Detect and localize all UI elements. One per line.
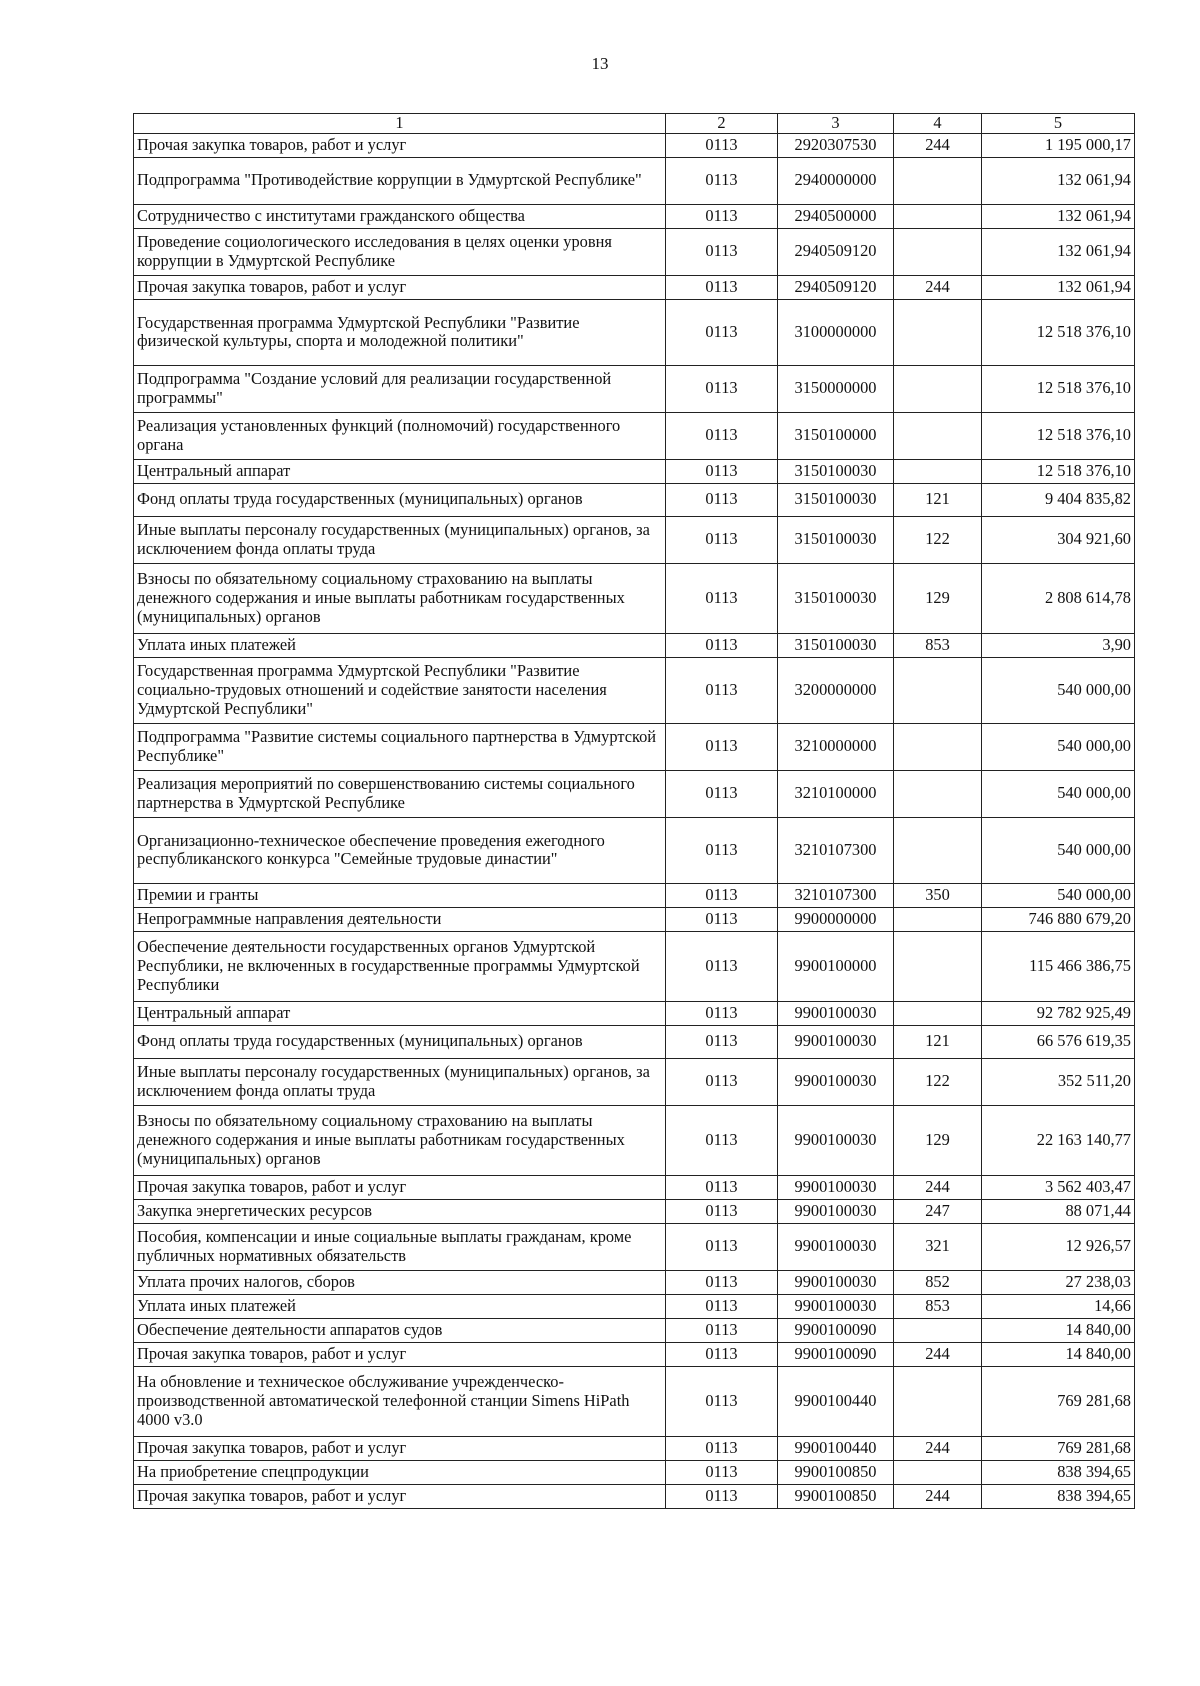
table-row <box>134 228 1135 275</box>
row-name: Иные выплаты персоналу государственных (муниципальных) органов, за исключением фонда оплаты труда <box>134 1058 666 1105</box>
header-row <box>134 114 1135 134</box>
row-section-code: 0113 <box>666 228 778 275</box>
row-target-code: 3200000000 <box>778 657 894 723</box>
row-name: Уплата иных платежей <box>134 633 666 657</box>
row-amount: 769 281,68 <box>982 1366 1135 1436</box>
row-name: На приобретение спецпродукции <box>134 1460 666 1484</box>
row-amount: 92 782 925,49 <box>982 1001 1135 1025</box>
row-section-code: 0113 <box>666 516 778 563</box>
row-target-code: 9900100030 <box>778 1175 894 1199</box>
row-section-code: 0113 <box>666 1058 778 1105</box>
row-expense-type: 129 <box>894 563 982 633</box>
row-name: Уплата иных платежей <box>134 1294 666 1318</box>
row-amount: 14 840,00 <box>982 1342 1135 1366</box>
row-target-code: 3210107300 <box>778 883 894 907</box>
row-name: Закупка энергетических ресурсов <box>134 1199 666 1223</box>
row-expense-type <box>894 157 982 204</box>
row-section-code: 0113 <box>666 1294 778 1318</box>
row-name: Непрограммные направления деятельности <box>134 907 666 931</box>
row-amount: 769 281,68 <box>982 1436 1135 1460</box>
row-name: Центральный аппарат <box>134 459 666 483</box>
row-expense-type: 244 <box>894 1484 982 1508</box>
row-expense-type: 129 <box>894 1105 982 1175</box>
table-row <box>134 563 1135 633</box>
row-section-code: 0113 <box>666 299 778 365</box>
table-row <box>134 1318 1135 1342</box>
row-amount: 22 163 140,77 <box>982 1105 1135 1175</box>
row-expense-type <box>894 723 982 770</box>
row-name: Реализация установленных функций (полномочий) государственного органа <box>134 412 666 459</box>
row-section-code: 0113 <box>666 1105 778 1175</box>
row-name: Фонд оплаты труда государственных (муниципальных) органов <box>134 1025 666 1058</box>
row-target-code: 3100000000 <box>778 299 894 365</box>
row-target-code: 9900100030 <box>778 1025 894 1058</box>
row-section-code: 0113 <box>666 563 778 633</box>
row-name: Подпрограмма "Развитие системы социального партнерства в Удмуртской Республике" <box>134 723 666 770</box>
row-expense-type: 122 <box>894 1058 982 1105</box>
row-section-code: 0113 <box>666 1436 778 1460</box>
row-amount: 540 000,00 <box>982 817 1135 883</box>
row-target-code: 9900100030 <box>778 1294 894 1318</box>
row-amount: 14,66 <box>982 1294 1135 1318</box>
table-row <box>134 1001 1135 1025</box>
table-row <box>134 1025 1135 1058</box>
table-row <box>134 157 1135 204</box>
row-target-code: 9900100030 <box>778 1105 894 1175</box>
row-target-code: 3150100030 <box>778 633 894 657</box>
table-row <box>134 275 1135 299</box>
row-name: Обеспечение деятельности государственных органов Удмуртской Республики, не включенных в государственные программы Удмуртской Республики <box>134 931 666 1001</box>
table-row <box>134 516 1135 563</box>
row-amount: 27 238,03 <box>982 1270 1135 1294</box>
table-row <box>134 412 1135 459</box>
row-name: Сотрудничество с институтами гражданского общества <box>134 204 666 228</box>
table-row <box>134 1270 1135 1294</box>
row-name: Взносы по обязательному социальному страхованию на выплаты денежного содержания и иные выплаты работникам государственных (муниципальных) органов <box>134 563 666 633</box>
row-name: Государственная программа Удмуртской Республики "Развитие физической культуры, спорта и молодежной политики" <box>134 299 666 365</box>
row-target-code: 9900100090 <box>778 1318 894 1342</box>
table-row <box>134 1294 1135 1318</box>
row-target-code: 9900100030 <box>778 1223 894 1270</box>
row-section-code: 0113 <box>666 133 778 157</box>
row-target-code: 2940509120 <box>778 275 894 299</box>
row-target-code: 3210100000 <box>778 770 894 817</box>
table-row <box>134 204 1135 228</box>
row-name: Прочая закупка товаров, работ и услуг <box>134 1342 666 1366</box>
row-expense-type: 852 <box>894 1270 982 1294</box>
row-section-code: 0113 <box>666 907 778 931</box>
row-expense-type: 321 <box>894 1223 982 1270</box>
column-header-1: 1 <box>134 114 666 134</box>
row-target-code: 9900000000 <box>778 907 894 931</box>
row-amount: 304 921,60 <box>982 516 1135 563</box>
table-row <box>134 1342 1135 1366</box>
row-amount: 132 061,94 <box>982 204 1135 228</box>
row-expense-type: 350 <box>894 883 982 907</box>
row-amount: 3 562 403,47 <box>982 1175 1135 1199</box>
row-section-code: 0113 <box>666 204 778 228</box>
row-expense-type <box>894 204 982 228</box>
row-target-code: 2920307530 <box>778 133 894 157</box>
row-target-code: 9900100030 <box>778 1270 894 1294</box>
row-expense-type: 121 <box>894 1025 982 1058</box>
row-amount: 12 518 376,10 <box>982 412 1135 459</box>
row-expense-type <box>894 1318 982 1342</box>
row-name: Подпрограмма "Создание условий для реализации государственной программы" <box>134 365 666 412</box>
row-amount: 9 404 835,82 <box>982 483 1135 516</box>
column-header-2: 2 <box>666 114 778 134</box>
row-expense-type <box>894 459 982 483</box>
row-target-code: 9900100090 <box>778 1342 894 1366</box>
row-target-code: 3150100030 <box>778 483 894 516</box>
row-amount: 115 466 386,75 <box>982 931 1135 1001</box>
row-amount: 3,90 <box>982 633 1135 657</box>
row-section-code: 0113 <box>666 657 778 723</box>
row-section-code: 0113 <box>666 1342 778 1366</box>
row-name: Центральный аппарат <box>134 1001 666 1025</box>
row-section-code: 0113 <box>666 817 778 883</box>
row-target-code: 9900100440 <box>778 1366 894 1436</box>
table-row <box>134 1175 1135 1199</box>
row-section-code: 0113 <box>666 1025 778 1058</box>
row-expense-type <box>894 228 982 275</box>
table-row <box>134 1223 1135 1270</box>
table-row <box>134 657 1135 723</box>
row-target-code: 3150100030 <box>778 563 894 633</box>
row-section-code: 0113 <box>666 483 778 516</box>
row-section-code: 0113 <box>666 412 778 459</box>
row-expense-type: 853 <box>894 633 982 657</box>
row-section-code: 0113 <box>666 1223 778 1270</box>
row-section-code: 0113 <box>666 1460 778 1484</box>
row-expense-type <box>894 1366 982 1436</box>
column-header-4: 4 <box>894 114 982 134</box>
row-amount: 2 808 614,78 <box>982 563 1135 633</box>
row-name: Фонд оплаты труда государственных (муниципальных) органов <box>134 483 666 516</box>
column-header-3: 3 <box>778 114 894 134</box>
row-section-code: 0113 <box>666 1318 778 1342</box>
row-name: Государственная программа Удмуртской Республики "Развитие социально-трудовых отношений и содействие занятости населения Удмуртской Республики" <box>134 657 666 723</box>
row-amount: 12 518 376,10 <box>982 365 1135 412</box>
row-section-code: 0113 <box>666 723 778 770</box>
row-expense-type <box>894 907 982 931</box>
row-name: Прочая закупка товаров, работ и услуг <box>134 1484 666 1508</box>
row-target-code: 9900100000 <box>778 931 894 1001</box>
row-section-code: 0113 <box>666 770 778 817</box>
row-section-code: 0113 <box>666 365 778 412</box>
row-expense-type: 121 <box>894 483 982 516</box>
row-amount: 540 000,00 <box>982 883 1135 907</box>
row-amount: 14 840,00 <box>982 1318 1135 1342</box>
row-amount: 540 000,00 <box>982 770 1135 817</box>
row-expense-type <box>894 412 982 459</box>
row-target-code: 9900100030 <box>778 1058 894 1105</box>
row-expense-type <box>894 1460 982 1484</box>
table-row <box>134 931 1135 1001</box>
row-amount: 838 394,65 <box>982 1460 1135 1484</box>
row-name: Прочая закупка товаров, работ и услуг <box>134 1436 666 1460</box>
row-section-code: 0113 <box>666 275 778 299</box>
row-expense-type <box>894 817 982 883</box>
table-row <box>134 633 1135 657</box>
row-target-code: 3150100000 <box>778 412 894 459</box>
row-target-code: 2940000000 <box>778 157 894 204</box>
row-amount: 88 071,44 <box>982 1199 1135 1223</box>
row-name: Взносы по обязательному социальному страхованию на выплаты денежного содержания и иные выплаты работникам государственных (муниципальных) органов <box>134 1105 666 1175</box>
table-row <box>134 1366 1135 1436</box>
table-row <box>134 133 1135 157</box>
table-body <box>134 133 1135 1508</box>
table-row <box>134 883 1135 907</box>
row-expense-type: 122 <box>894 516 982 563</box>
row-expense-type: 247 <box>894 1199 982 1223</box>
row-name: Уплата прочих налогов, сборов <box>134 1270 666 1294</box>
row-target-code: 9900100850 <box>778 1484 894 1508</box>
table-row <box>134 770 1135 817</box>
row-expense-type <box>894 931 982 1001</box>
row-target-code: 2940509120 <box>778 228 894 275</box>
row-section-code: 0113 <box>666 1199 778 1223</box>
table-row <box>134 1199 1135 1223</box>
table-row <box>134 723 1135 770</box>
row-section-code: 0113 <box>666 883 778 907</box>
row-section-code: 0113 <box>666 931 778 1001</box>
row-section-code: 0113 <box>666 633 778 657</box>
table-row <box>134 483 1135 516</box>
column-header-5: 5 <box>982 114 1135 134</box>
row-amount: 1 195 000,17 <box>982 133 1135 157</box>
row-expense-type <box>894 770 982 817</box>
row-name: Иные выплаты персоналу государственных (муниципальных) органов, за исключением фонда оплаты труда <box>134 516 666 563</box>
table-row <box>134 1460 1135 1484</box>
row-expense-type <box>894 299 982 365</box>
row-name: Прочая закупка товаров, работ и услуг <box>134 133 666 157</box>
row-amount: 12 518 376,10 <box>982 459 1135 483</box>
row-name: Проведение социологического исследования в целях оценки уровня коррупции в Удмуртской Республике <box>134 228 666 275</box>
row-target-code: 9900100030 <box>778 1001 894 1025</box>
row-expense-type <box>894 657 982 723</box>
row-section-code: 0113 <box>666 1366 778 1436</box>
table-row <box>134 1058 1135 1105</box>
row-target-code: 9900100440 <box>778 1436 894 1460</box>
row-amount: 838 394,65 <box>982 1484 1135 1508</box>
table-row <box>134 365 1135 412</box>
row-target-code: 3210107300 <box>778 817 894 883</box>
row-section-code: 0113 <box>666 1175 778 1199</box>
table-row <box>134 817 1135 883</box>
budget-table <box>133 113 1135 1509</box>
table-row <box>134 907 1135 931</box>
table-row <box>134 1484 1135 1508</box>
row-amount: 132 061,94 <box>982 157 1135 204</box>
row-section-code: 0113 <box>666 157 778 204</box>
row-name: Премии и гранты <box>134 883 666 907</box>
row-amount: 352 511,20 <box>982 1058 1135 1105</box>
row-expense-type: 244 <box>894 1175 982 1199</box>
row-amount: 66 576 619,35 <box>982 1025 1135 1058</box>
row-target-code: 3150000000 <box>778 365 894 412</box>
row-amount: 12 926,57 <box>982 1223 1135 1270</box>
row-target-code: 3150100030 <box>778 459 894 483</box>
table-row <box>134 1436 1135 1460</box>
row-target-code: 9900100030 <box>778 1199 894 1223</box>
row-amount: 540 000,00 <box>982 723 1135 770</box>
row-target-code: 9900100850 <box>778 1460 894 1484</box>
row-expense-type <box>894 365 982 412</box>
row-expense-type: 853 <box>894 1294 982 1318</box>
row-amount: 12 518 376,10 <box>982 299 1135 365</box>
row-section-code: 0113 <box>666 1484 778 1508</box>
row-name: Прочая закупка товаров, работ и услуг <box>134 1175 666 1199</box>
row-amount: 746 880 679,20 <box>982 907 1135 931</box>
row-target-code: 2940500000 <box>778 204 894 228</box>
row-name: Обеспечение деятельности аппаратов судов <box>134 1318 666 1342</box>
row-expense-type <box>894 1001 982 1025</box>
row-amount: 540 000,00 <box>982 657 1135 723</box>
row-target-code: 3150100030 <box>778 516 894 563</box>
row-name: Реализация мероприятий по совершенствованию системы социального партнерства в Удмуртской Республике <box>134 770 666 817</box>
table-row <box>134 459 1135 483</box>
page-number: 13 <box>591 54 609 73</box>
row-amount: 132 061,94 <box>982 275 1135 299</box>
row-section-code: 0113 <box>666 459 778 483</box>
row-expense-type: 244 <box>894 1436 982 1460</box>
row-section-code: 0113 <box>666 1001 778 1025</box>
row-name: Организационно-техническое обеспечение проведения ежегодного республиканского конкурса "Семейные трудовые династии" <box>134 817 666 883</box>
row-expense-type: 244 <box>894 133 982 157</box>
row-amount: 132 061,94 <box>982 228 1135 275</box>
table-row <box>134 1105 1135 1175</box>
row-name: Подпрограмма "Противодействие коррупции в Удмуртской Республике" <box>134 157 666 204</box>
row-name: Пособия, компенсации и иные социальные выплаты гражданам, кроме публичных нормативных обязательств <box>134 1223 666 1270</box>
row-expense-type: 244 <box>894 1342 982 1366</box>
row-name: На обновление и техническое обслуживание учрежденческо-производственной автоматической телефонной станции Simens HiPath 4000 v3.0 <box>134 1366 666 1436</box>
row-target-code: 3210000000 <box>778 723 894 770</box>
row-section-code: 0113 <box>666 1270 778 1294</box>
row-name: Прочая закупка товаров, работ и услуг <box>134 275 666 299</box>
row-expense-type: 244 <box>894 275 982 299</box>
table-row <box>134 299 1135 365</box>
